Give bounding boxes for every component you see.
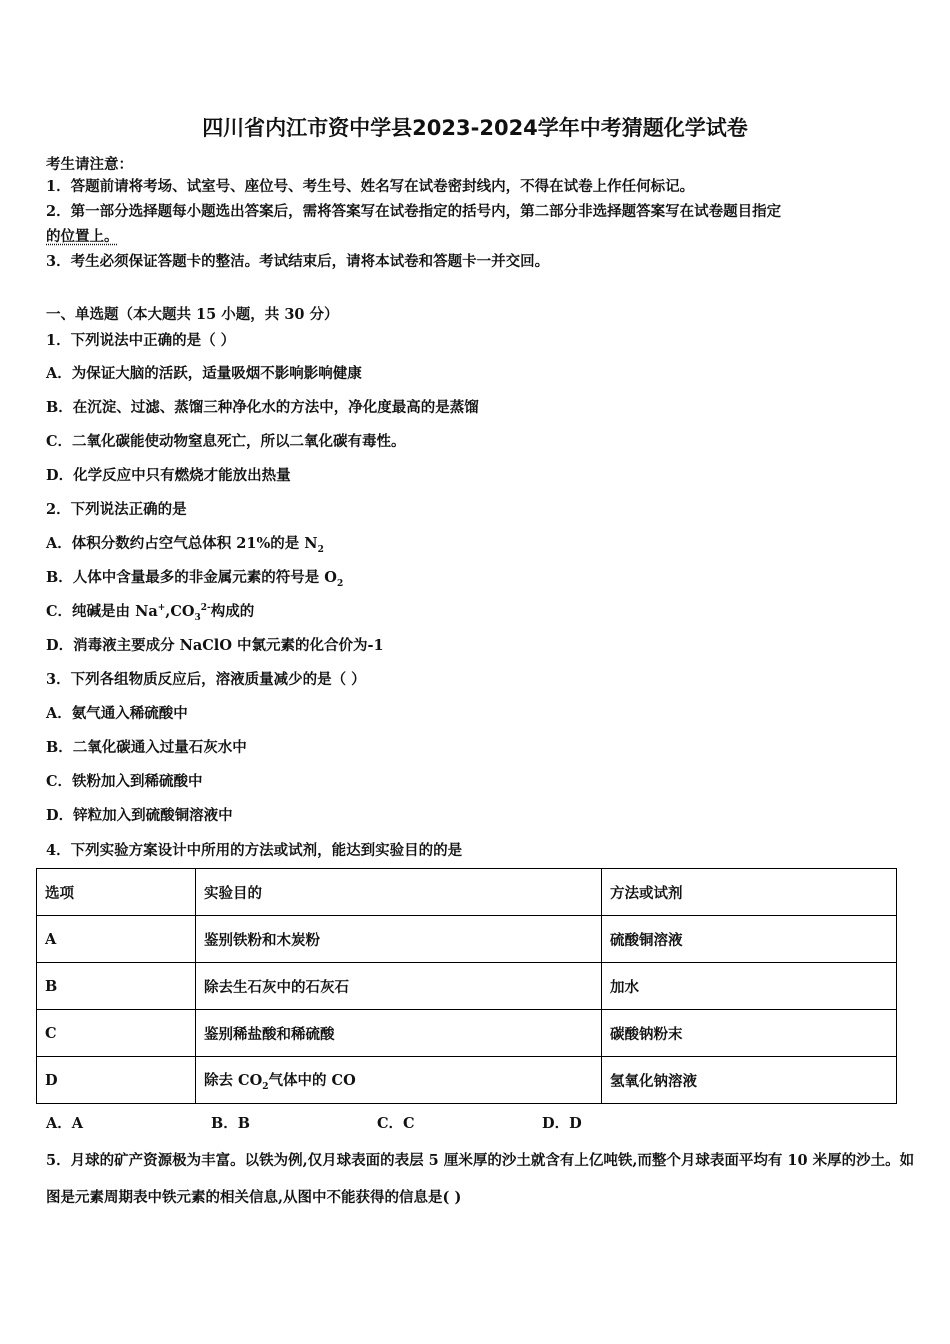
cell-text: 除去 CO <box>204 1071 263 1089</box>
table-row <box>37 1010 897 1057</box>
q4-stem: 4．下列实验方案设计中所用的方法或试剂，能达到实验目的的是 <box>46 842 463 859</box>
q5-stem: 5．月球的矿产资源极为丰富。以铁为例,仅月球表面的表层 5 厘米厚的沙土就含有上亿吨铁,而整个月球表面平均有 10 米厚的沙土。如图是元素周期表中铁元素的相关信息,从图中不能获得的信息是( ) <box>46 1152 915 1206</box>
q2-c-text: C．纯碱是由 Na <box>46 603 158 620</box>
notice-list <box>46 174 906 274</box>
header-cell: 实验目的 <box>196 869 602 916</box>
table-row <box>37 1057 897 1104</box>
q2-a-text: A．体积分数约占空气总体积 21%的是 N <box>46 535 318 552</box>
table-cell: B <box>37 963 196 1010</box>
table-cell: 鉴别铁粉和木炭粉 <box>196 916 602 963</box>
q3-option-c: C．铁粉加入到稀硫酸中 <box>46 773 203 790</box>
q2-b-text: B．人体中含量最多的非金属元素的符号是 O <box>46 569 337 586</box>
q3-stem: 3．下列各组物质反应后，溶液质量减少的是（ ） <box>46 671 366 688</box>
q2-c-mid: ,CO <box>165 603 195 620</box>
subscript: 2 <box>336 578 344 589</box>
cell-text: 气体中的 CO <box>268 1071 356 1089</box>
table-cell: C <box>37 1010 196 1057</box>
table-row <box>37 963 897 1010</box>
superscript: 2- <box>200 603 211 614</box>
subscript: 2 <box>317 544 324 555</box>
table-cell: 碳酸钠粉末 <box>602 1010 897 1057</box>
q4-choice-c: C．C <box>377 1115 415 1132</box>
header-cell: 方法或试剂 <box>602 869 897 916</box>
experiment-table <box>36 868 897 1104</box>
table-cell: 硫酸铜溶液 <box>602 916 897 963</box>
table-cell: D <box>37 1057 196 1104</box>
notice-item: 的位置上。 <box>46 228 119 245</box>
notice-heading: 考生请注意： <box>46 156 133 173</box>
q2-option-d: D．消毒液主要成分 NaClO 中氯元素的化合价为-1 <box>46 637 384 654</box>
table-cell: 除去生石灰中的石灰石 <box>196 963 602 1010</box>
q1-option-d: D．化学反应中只有燃烧才能放出热量 <box>46 467 291 484</box>
q2-option-b <box>46 566 343 589</box>
q2-stem: 2．下列说法正确的是 <box>46 501 187 518</box>
superscript: + <box>157 603 166 614</box>
q4-choice-b: B．B <box>211 1115 251 1132</box>
notice-item: 2．第一部分选择题每小题选出答案后，需将答案写在试卷指定的括号内，第二部分非选择题答案写在试卷题目指定 <box>46 203 782 220</box>
header-cell: 选项 <box>37 869 196 916</box>
q1-option-b: B．在沉淀、过滤、蒸馏三种净化水的方法中，净化度最高的是蒸馏 <box>46 399 479 416</box>
q2-option-c <box>46 600 254 623</box>
table-cell: 鉴别稀盐酸和稀硫酸 <box>196 1010 602 1057</box>
table-cell: A <box>37 916 196 963</box>
q4-choice-d: D．D <box>542 1115 582 1132</box>
q2-c-post: 构成的 <box>210 603 255 620</box>
q3-option-a: A．氨气通入稀硫酸中 <box>46 705 188 722</box>
table-cell <box>196 1057 602 1104</box>
q3-option-b: B．二氧化碳通入过量石灰水中 <box>46 739 247 756</box>
q1-option-a: A．为保证大脑的活跃，适量吸烟不影响影响健康 <box>46 365 362 382</box>
table-row <box>37 916 897 963</box>
section-heading: 一、单选题（本大题共 15 小题，共 30 分） <box>46 306 339 323</box>
q4-choice-a: A．A <box>46 1115 84 1132</box>
table-header-row <box>37 869 897 916</box>
q1-option-c: C．二氧化碳能使动物窒息死亡，所以二氧化碳有毒性。 <box>46 433 406 450</box>
notice-item: 3．考生必须保证答题卡的整洁。考试结束后，请将本试卷和答题卡一并交回。 <box>46 253 550 270</box>
table-cell: 氢氧化钠溶液 <box>602 1057 897 1104</box>
page-title: 四川省内江市资中学县2023-2024学年中考猜题化学试卷 <box>202 116 748 140</box>
q2-option-a <box>46 532 324 555</box>
subscript: 2 <box>262 1081 269 1092</box>
subscript: 3 <box>194 612 201 623</box>
q3-option-d: D．锌粒加入到硫酸铜溶液中 <box>46 807 233 824</box>
notice-item: 1．答题前请将考场、试室号、座位号、考生号、姓名写在试卷密封线内，不得在试卷上作任何标记。 <box>46 178 695 195</box>
q1-stem: 1．下列说法中正确的是（ ） <box>46 332 236 349</box>
table-cell: 加水 <box>602 963 897 1010</box>
